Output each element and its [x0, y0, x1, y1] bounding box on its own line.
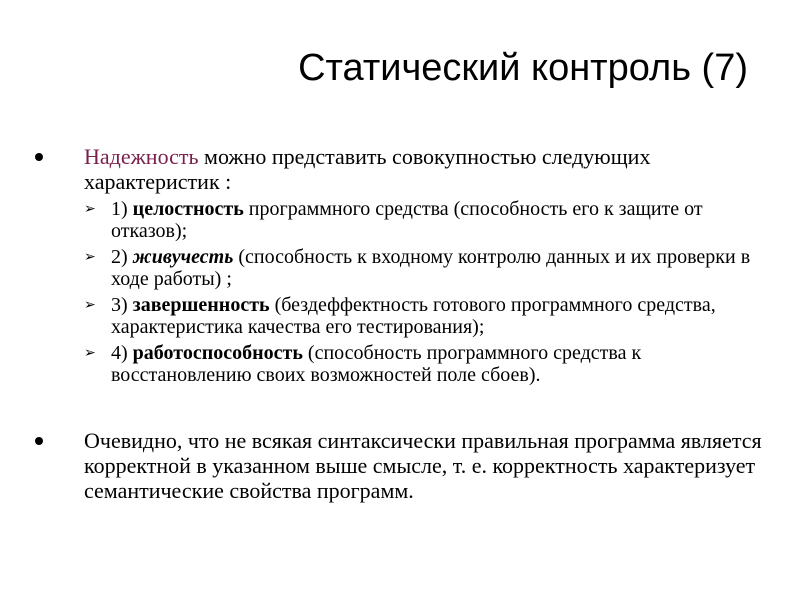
- arrow-bullet-icon: ➢: [84, 297, 96, 313]
- term-survivability: живучесть: [132, 246, 234, 268]
- list-item: ➢ 3) завершенность (бездеффектность готового программного средства, характеристика качества его тестирования);: [84, 294, 716, 338]
- bullet-reliability: [84, 144, 774, 390]
- slide-title: Статический контроль (7): [298, 47, 748, 89]
- correctness-text: Очевидно, что не всякая синтаксически правильная программа является корректной в указанном выше смысле, т. е. корректность характеризует семантические свойства программ.: [84, 428, 762, 503]
- bullet-dot-icon: [35, 153, 43, 161]
- reliability-term: Надежность: [84, 144, 199, 169]
- list-item: ➢ 2) живучесть (способность к входному контролю данных и их проверки в ходе работы) ;: [84, 246, 751, 290]
- arrow-bullet-icon: ➢: [84, 201, 96, 217]
- reliability-text: можно представить совокупностью следующих характеристик :: [84, 144, 651, 194]
- term-completeness: завершенность: [132, 294, 270, 316]
- term-operability: работоспособность: [132, 342, 303, 364]
- arrow-bullet-icon: ➢: [84, 345, 96, 361]
- term-integrity: целостность: [132, 198, 244, 220]
- characteristics-list: [84, 198, 774, 386]
- list-item: ➢ 4) работоспособность (способность программного средства к восстановлению своих возможностей поле сбоев).: [84, 342, 642, 386]
- bullet-dot-icon: [35, 437, 43, 445]
- bullet-correctness: [84, 428, 774, 503]
- list-item: ➢ 1) целостность программного средства (способность его к защите от отказов);: [84, 198, 703, 242]
- arrow-bullet-icon: ➢: [84, 249, 96, 265]
